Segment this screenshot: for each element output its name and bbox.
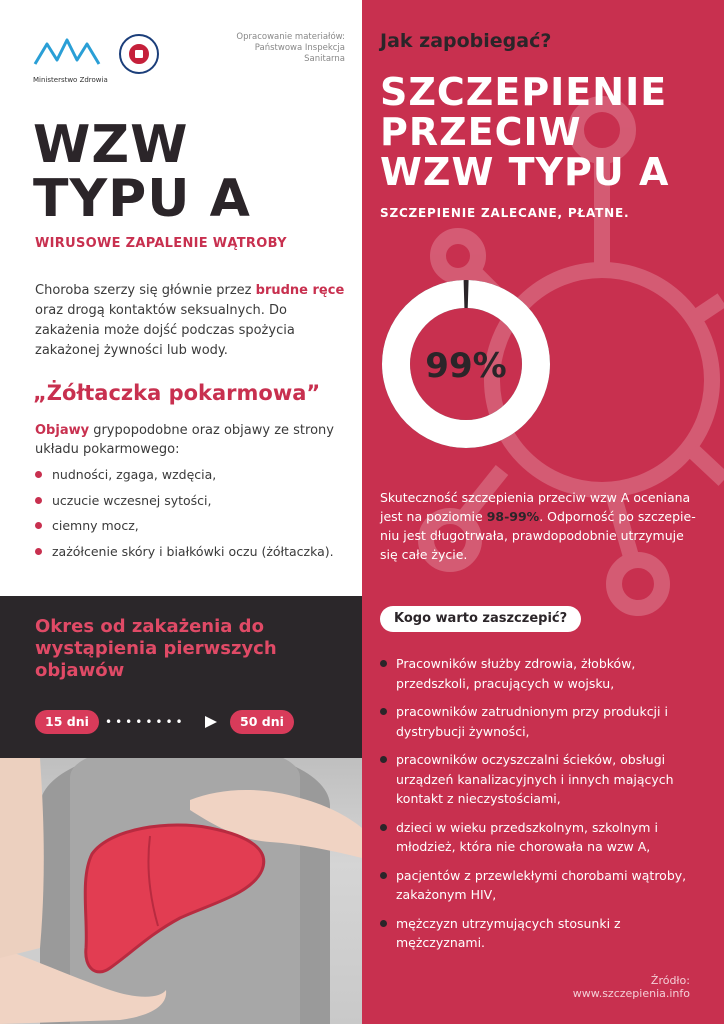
bullet-icon <box>35 471 42 478</box>
vaccination-subtitle: SZCZEPIENIE ZALECANE, PŁATNE. <box>380 206 630 220</box>
incubation-period-band <box>0 596 362 758</box>
liver-icon <box>0 758 362 1024</box>
bullet-icon <box>35 522 42 529</box>
list-item: Pracowników służby zdrowia, żłobków, przedszkoli, pracujących w wojsku, <box>380 654 710 693</box>
list-item: pracowników zatrudnionym przy produkcji i dystrybucji żywności, <box>380 702 710 741</box>
list-item: nudności, zgaga, wzdęcia, <box>35 466 355 483</box>
liver-photo <box>0 758 362 1024</box>
who-to-vaccinate-heading: Kogo warto zaszczepić? <box>380 606 581 632</box>
list-item: zażółcenie skóry i białkówki oczu (żółtaczka). <box>35 543 355 560</box>
page-title: WZW TYPU A <box>33 115 251 229</box>
list-item: dzieci w wieku przedszkolnym, szkolnym i młodzież, która nie chorowała na wzw A, <box>380 818 710 857</box>
period-start-badge: 15 dni <box>35 710 99 734</box>
bullet-icon <box>380 824 387 831</box>
transmission-paragraph: Choroba szerzy się głównie przez brudne ręce oraz drogą kontaktów seksualnych. Do zakażenia może dojść podczas spożycia zakażonej żywności lub wody. <box>35 283 345 358</box>
list-item: pracowników oczyszczalni ścieków, obsługi urządzeń kanalizacyjnych i innych mających kontakt z nieczystościami, <box>380 750 710 809</box>
list-item: ciemny mocz, <box>35 517 355 534</box>
right-column <box>362 0 724 1024</box>
prevention-question: Jak zapobiegać? <box>380 30 552 52</box>
bullet-icon <box>380 708 387 715</box>
bullet-icon <box>380 920 387 927</box>
jaundice-heading: „Żółtaczka pokarmowa” <box>33 381 321 405</box>
bullet-icon <box>380 756 387 763</box>
bullet-icon <box>35 497 42 504</box>
pis-emblem-icon <box>119 34 159 74</box>
bullet-icon <box>380 872 387 879</box>
timeline-dots: •••••••• <box>105 715 186 729</box>
bullet-icon <box>380 660 387 667</box>
list-item: mężczyzn utrzymujących stosunki z mężczyznami. <box>380 914 710 953</box>
who-to-vaccinate-list <box>380 654 710 962</box>
efficacy-value: 99% <box>425 346 507 386</box>
arrow-right-icon <box>205 716 217 728</box>
incubation-heading: Okres od zakażenia do wystąpienia pierwszych objawów <box>35 616 277 681</box>
list-item: pacjentów z przewlekłymi chorobami wątroby, zakażonym HIV, <box>380 866 710 905</box>
vaccination-title: SZCZEPIENIE PRZECIW WZW TYPU A <box>380 70 670 194</box>
efficacy-paragraph: Skuteczność szczepienia przeciw wzw A oceniana jest na poziomie 98-99%. Odporność po szczepie-niu jest długotrwała, prawdopodobnie utrzymuje się całe życie. <box>380 490 696 562</box>
symptoms-intro: Objawy grypopodobne oraz objawy ze strony układu pokarmowego: <box>35 423 334 457</box>
source-credit-top: Opracowanie materiałów: Państwowa Inspekcja Sanitarna <box>236 32 345 64</box>
page-subtitle: WIRUSOWE ZAPALENIE WĄTROBY <box>35 236 287 251</box>
source-credit-bottom: Źródło: www.szczepienia.info <box>572 974 690 1000</box>
list-item: uczucie wczesnej sytości, <box>35 492 355 509</box>
period-end-badge: 50 dni <box>230 710 294 734</box>
ministry-logo-icon <box>33 34 108 84</box>
symptoms-list <box>35 466 355 568</box>
bullet-icon <box>35 548 42 555</box>
ministry-label: Ministerstwo Zdrowia <box>33 76 108 84</box>
